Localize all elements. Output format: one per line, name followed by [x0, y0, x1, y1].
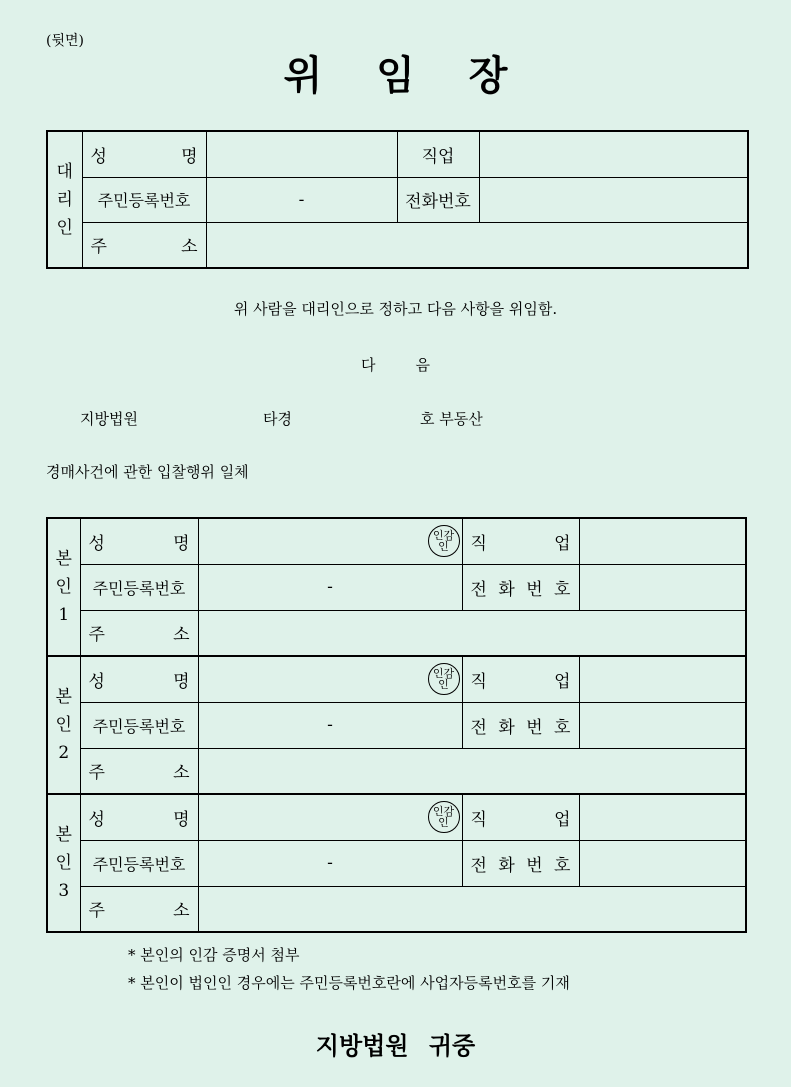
section-heading: 다 음 — [361, 356, 430, 374]
principal-address-field[interactable] — [198, 886, 746, 932]
principal-name-field[interactable] — [198, 518, 462, 564]
case-type: 타경 — [263, 410, 292, 428]
principal-address-field[interactable] — [198, 748, 746, 794]
case-description: 경매사건에 관한 입찰행위 일체 — [46, 463, 249, 481]
seal-mark: 인감 인 — [428, 663, 460, 695]
note-1: * 본인의 인감 증명서 첨부 — [128, 946, 300, 964]
principal-job-label: 직 업 — [462, 656, 579, 702]
principal-job-label: 직 업 — [462, 518, 579, 564]
delegation-sentence: 위 사람을 대리인으로 정하고 다음 사항을 위임함. — [233, 300, 558, 318]
principal-job-field[interactable] — [579, 794, 746, 840]
court-name: 지방법원 — [80, 410, 138, 428]
principal-job-label: 직 업 — [462, 794, 579, 840]
principal-phone-field[interactable] — [579, 840, 746, 886]
principal-group-label: 본 인 3 — [47, 794, 80, 932]
seal-mark: 인감 인 — [428, 801, 460, 833]
note-2: * 본인이 법인인 경우에는 주민등록번호란에 사업자등록번호를 기재 — [128, 974, 570, 992]
principal-name-field[interactable] — [198, 656, 462, 702]
agent-name-label: 성 명 — [82, 131, 206, 177]
principal-phone-field[interactable] — [579, 702, 746, 748]
principal-id-field[interactable]: - — [198, 840, 462, 886]
principal-id-label: 주민등록번호 — [80, 840, 198, 886]
principal-job-field[interactable] — [579, 518, 746, 564]
agent-job-field[interactable] — [479, 131, 748, 177]
agent-job-label: 직업 — [397, 131, 479, 177]
case-suffix: 호 부동산 — [420, 410, 483, 428]
principal-phone-field[interactable] — [579, 564, 746, 610]
principal-address-field[interactable] — [198, 610, 746, 656]
principal-id-label: 주민등록번호 — [80, 564, 198, 610]
agent-table — [46, 130, 749, 269]
agent-address-label: 주 소 — [82, 222, 206, 268]
principal-id-field[interactable]: - — [198, 702, 462, 748]
agent-id-field[interactable]: - — [206, 177, 397, 222]
principal-address-label: 주 소 — [80, 748, 198, 794]
page-label: (뒷면) — [46, 33, 84, 49]
principal-address-label: 주 소 — [80, 886, 198, 932]
agent-id-label: 주민등록번호 — [82, 177, 206, 222]
principal-name-label: 성 명 — [80, 656, 198, 702]
principal-address-label: 주 소 — [80, 610, 198, 656]
principal-phone-label: 전 화 번 호 — [462, 840, 579, 886]
principal-name-field[interactable] — [198, 794, 462, 840]
principal-id-field[interactable]: - — [198, 564, 462, 610]
footer-addressee: 지방법원 귀중 — [315, 1032, 476, 1060]
principal-phone-label: 전 화 번 호 — [462, 564, 579, 610]
principal-id-label: 주민등록번호 — [80, 702, 198, 748]
agent-address-field[interactable] — [206, 222, 748, 268]
agent-name-field[interactable] — [206, 131, 397, 177]
document-title: 위 임 장 — [283, 53, 508, 99]
principal-name-label: 성 명 — [80, 518, 198, 564]
principal-group-label: 본 인 2 — [47, 656, 80, 794]
agent-phone-label: 전화번호 — [397, 177, 479, 222]
agent-group-label: 대 리 인 — [47, 131, 82, 268]
principal-group-label: 본 인 1 — [47, 518, 80, 656]
agent-phone-field[interactable] — [479, 177, 748, 222]
principal-phone-label: 전 화 번 호 — [462, 702, 579, 748]
seal-mark: 인감 인 — [428, 525, 460, 557]
principal-name-label: 성 명 — [80, 794, 198, 840]
principal-job-field[interactable] — [579, 656, 746, 702]
principal-table — [46, 517, 747, 933]
